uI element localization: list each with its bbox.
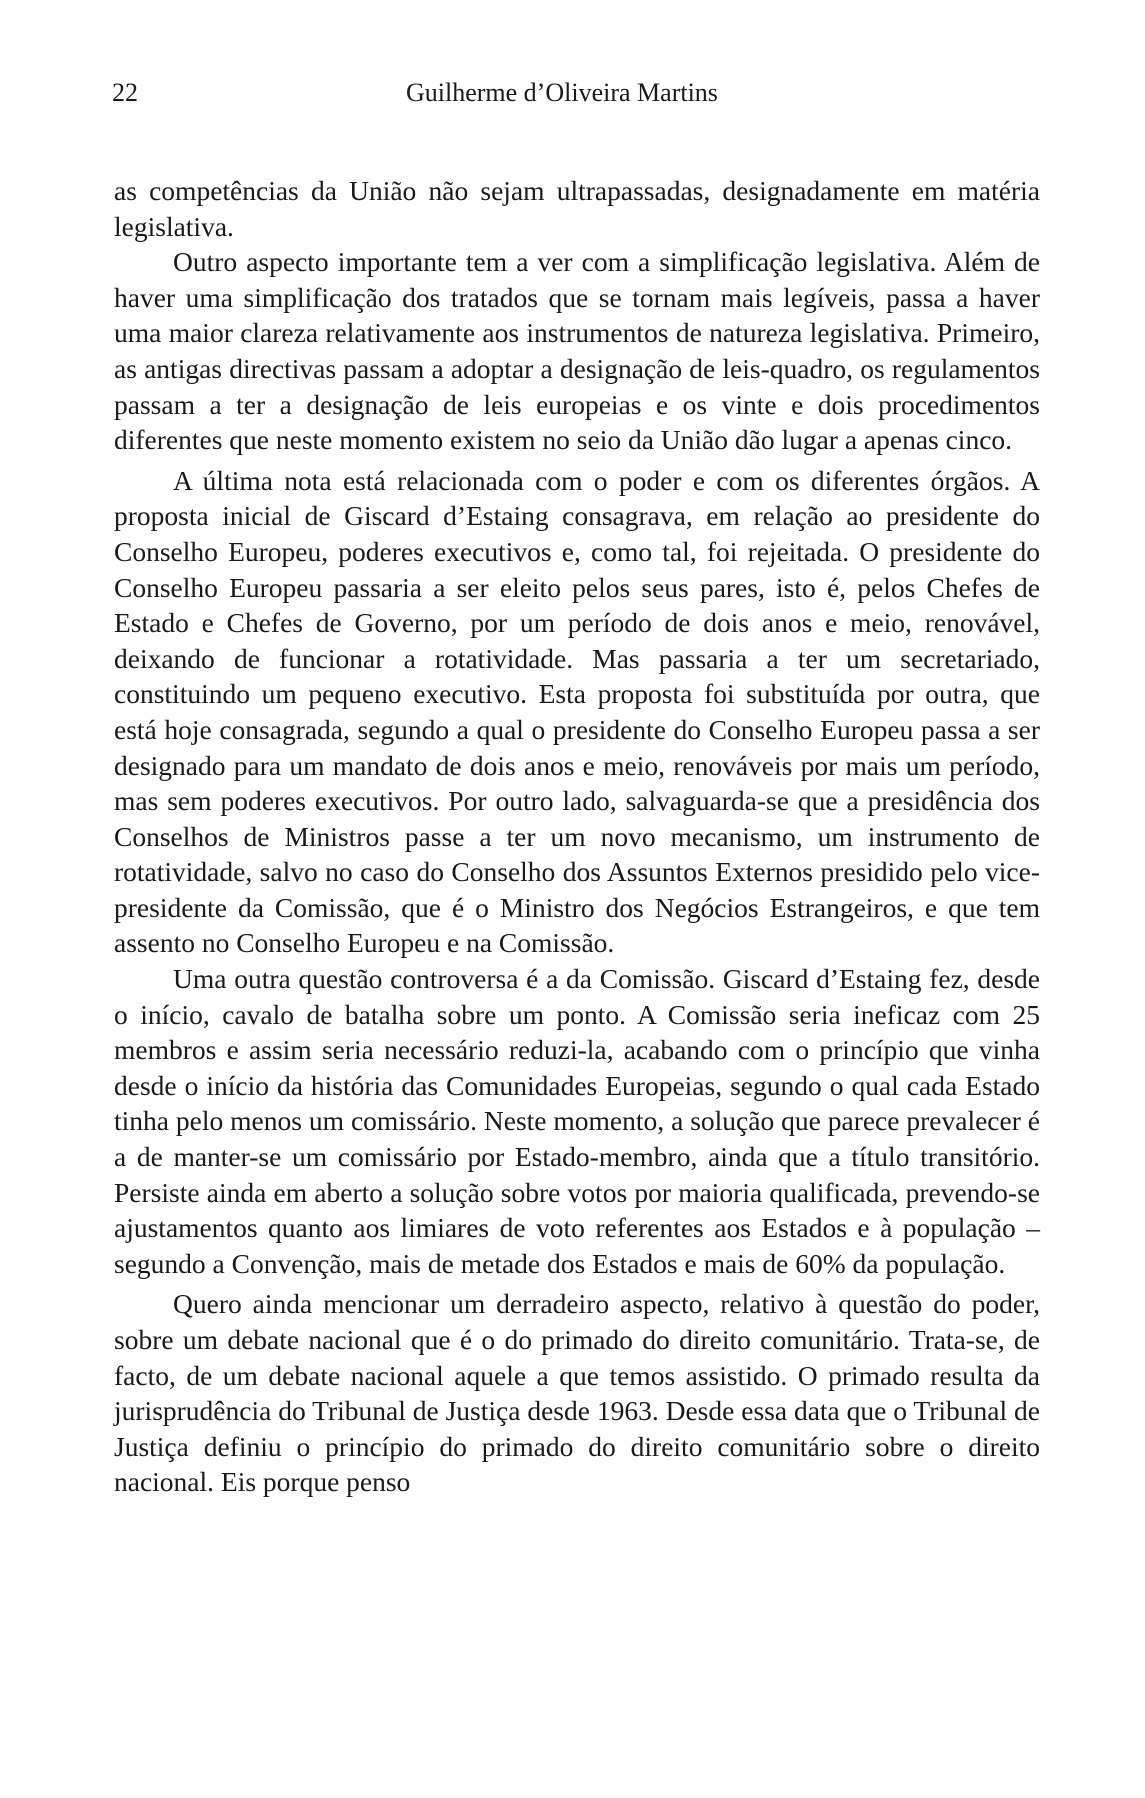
paragraph-continuation: as competências da União não sejam ultrapassadas, designadamente em matéria legislativa. (114, 175, 1040, 242)
running-header (112, 78, 1040, 108)
paragraph-commission: Uma outra questão controversa é a da Comissão. Giscard d’Estaing fez, desde o início, cavalo de batalha sobre um ponto. A Comissão seria ineficaz com 25 membros e assim seria necessário reduzi-la, acabando com o princípio que vinha desde o início da história das Comunidades Europeias, segundo o qual cada Estado tinha pelo menos um comissário. Neste momento, a solução que parece prevalecer é a de manter-se um comissário por Estado-membro, ainda que a título transitório. Persiste ainda em aberto a solução sobre votos por maioria qualificada, prevendo-se ajustamentos quanto aos limiares de voto referentes aos Estados e à população – segundo a Convenção, mais de metade dos Estados e mais de 60% da população. (114, 963, 1040, 1279)
running-title: Guilherme d’Oliveira Martins (406, 78, 718, 107)
paragraph-primacy-of-law: Quero ainda mencionar um derradeiro aspecto, relativo à questão do poder, sobre um debate nacional que é o do primado do direito comunitário. Trata-se, de facto, de um debate nacional aquele a que temos assistido. O primado resulta da jurisprudência do Tribunal de Justiça desde 1963. Desde essa data que o Tribunal de Justiça definiu o princípio do primado do direito comunitário sobre o direito nacional. Eis porque penso (114, 1288, 1040, 1498)
paragraph-power-and-organs: A última nota está relacionada com o poder e com os diferentes órgãos. A proposta inicial de Giscard d’Estaing consagrava, em relação ao presidente do Conselho Europeu, poderes executivos e, como tal, foi rejeitada. O presidente do Conselho Europeu passaria a ser eleito pelos seus pares, isto é, pelos Chefes de Estado e Chefes de Governo, por um período de dois anos e meio, renovável, deixando de funcionar a rotatividade. Mas passaria a ter um secretariado, constituindo um pequeno executivo. Esta proposta foi substituída por outra, que está hoje consagrada, segundo a qual o presidente do Conselho Europeu passa a ser designado para um mandato de dois anos e meio, renováveis por mais um período, mas sem poderes executivos. Por outro lado, salvaguarda-se que a presidência dos Conselhos de Ministros passe a ter um novo mecanismo, um instrumento de rotatividade, salvo no caso do Conselho dos Assuntos Externos presidido pelo vice-presidente da Comissão, que é o Ministro dos Negócios Estrangeiros, e que tem assento no Conselho Europeu e na Comissão. (114, 464, 1040, 959)
body-text (114, 173, 1040, 1500)
paragraph-legislative-simplification: Outro aspecto importante tem a ver com a simplificação legislativa. Além de haver uma simplificação dos tratados que se tornam mais legíveis, passa a haver uma maior clareza relativamente aos instrumentos de natureza legislativa. Primeiro, as antigas directivas passam a adoptar a designação de leis-quadro, os regulamentos passam a ter a designação de leis europeias e os vinte e dois procedimentos diferentes que neste momento existem no seio da União dão lugar a apenas cinco. (114, 246, 1040, 456)
page-number: 22 (112, 78, 138, 107)
